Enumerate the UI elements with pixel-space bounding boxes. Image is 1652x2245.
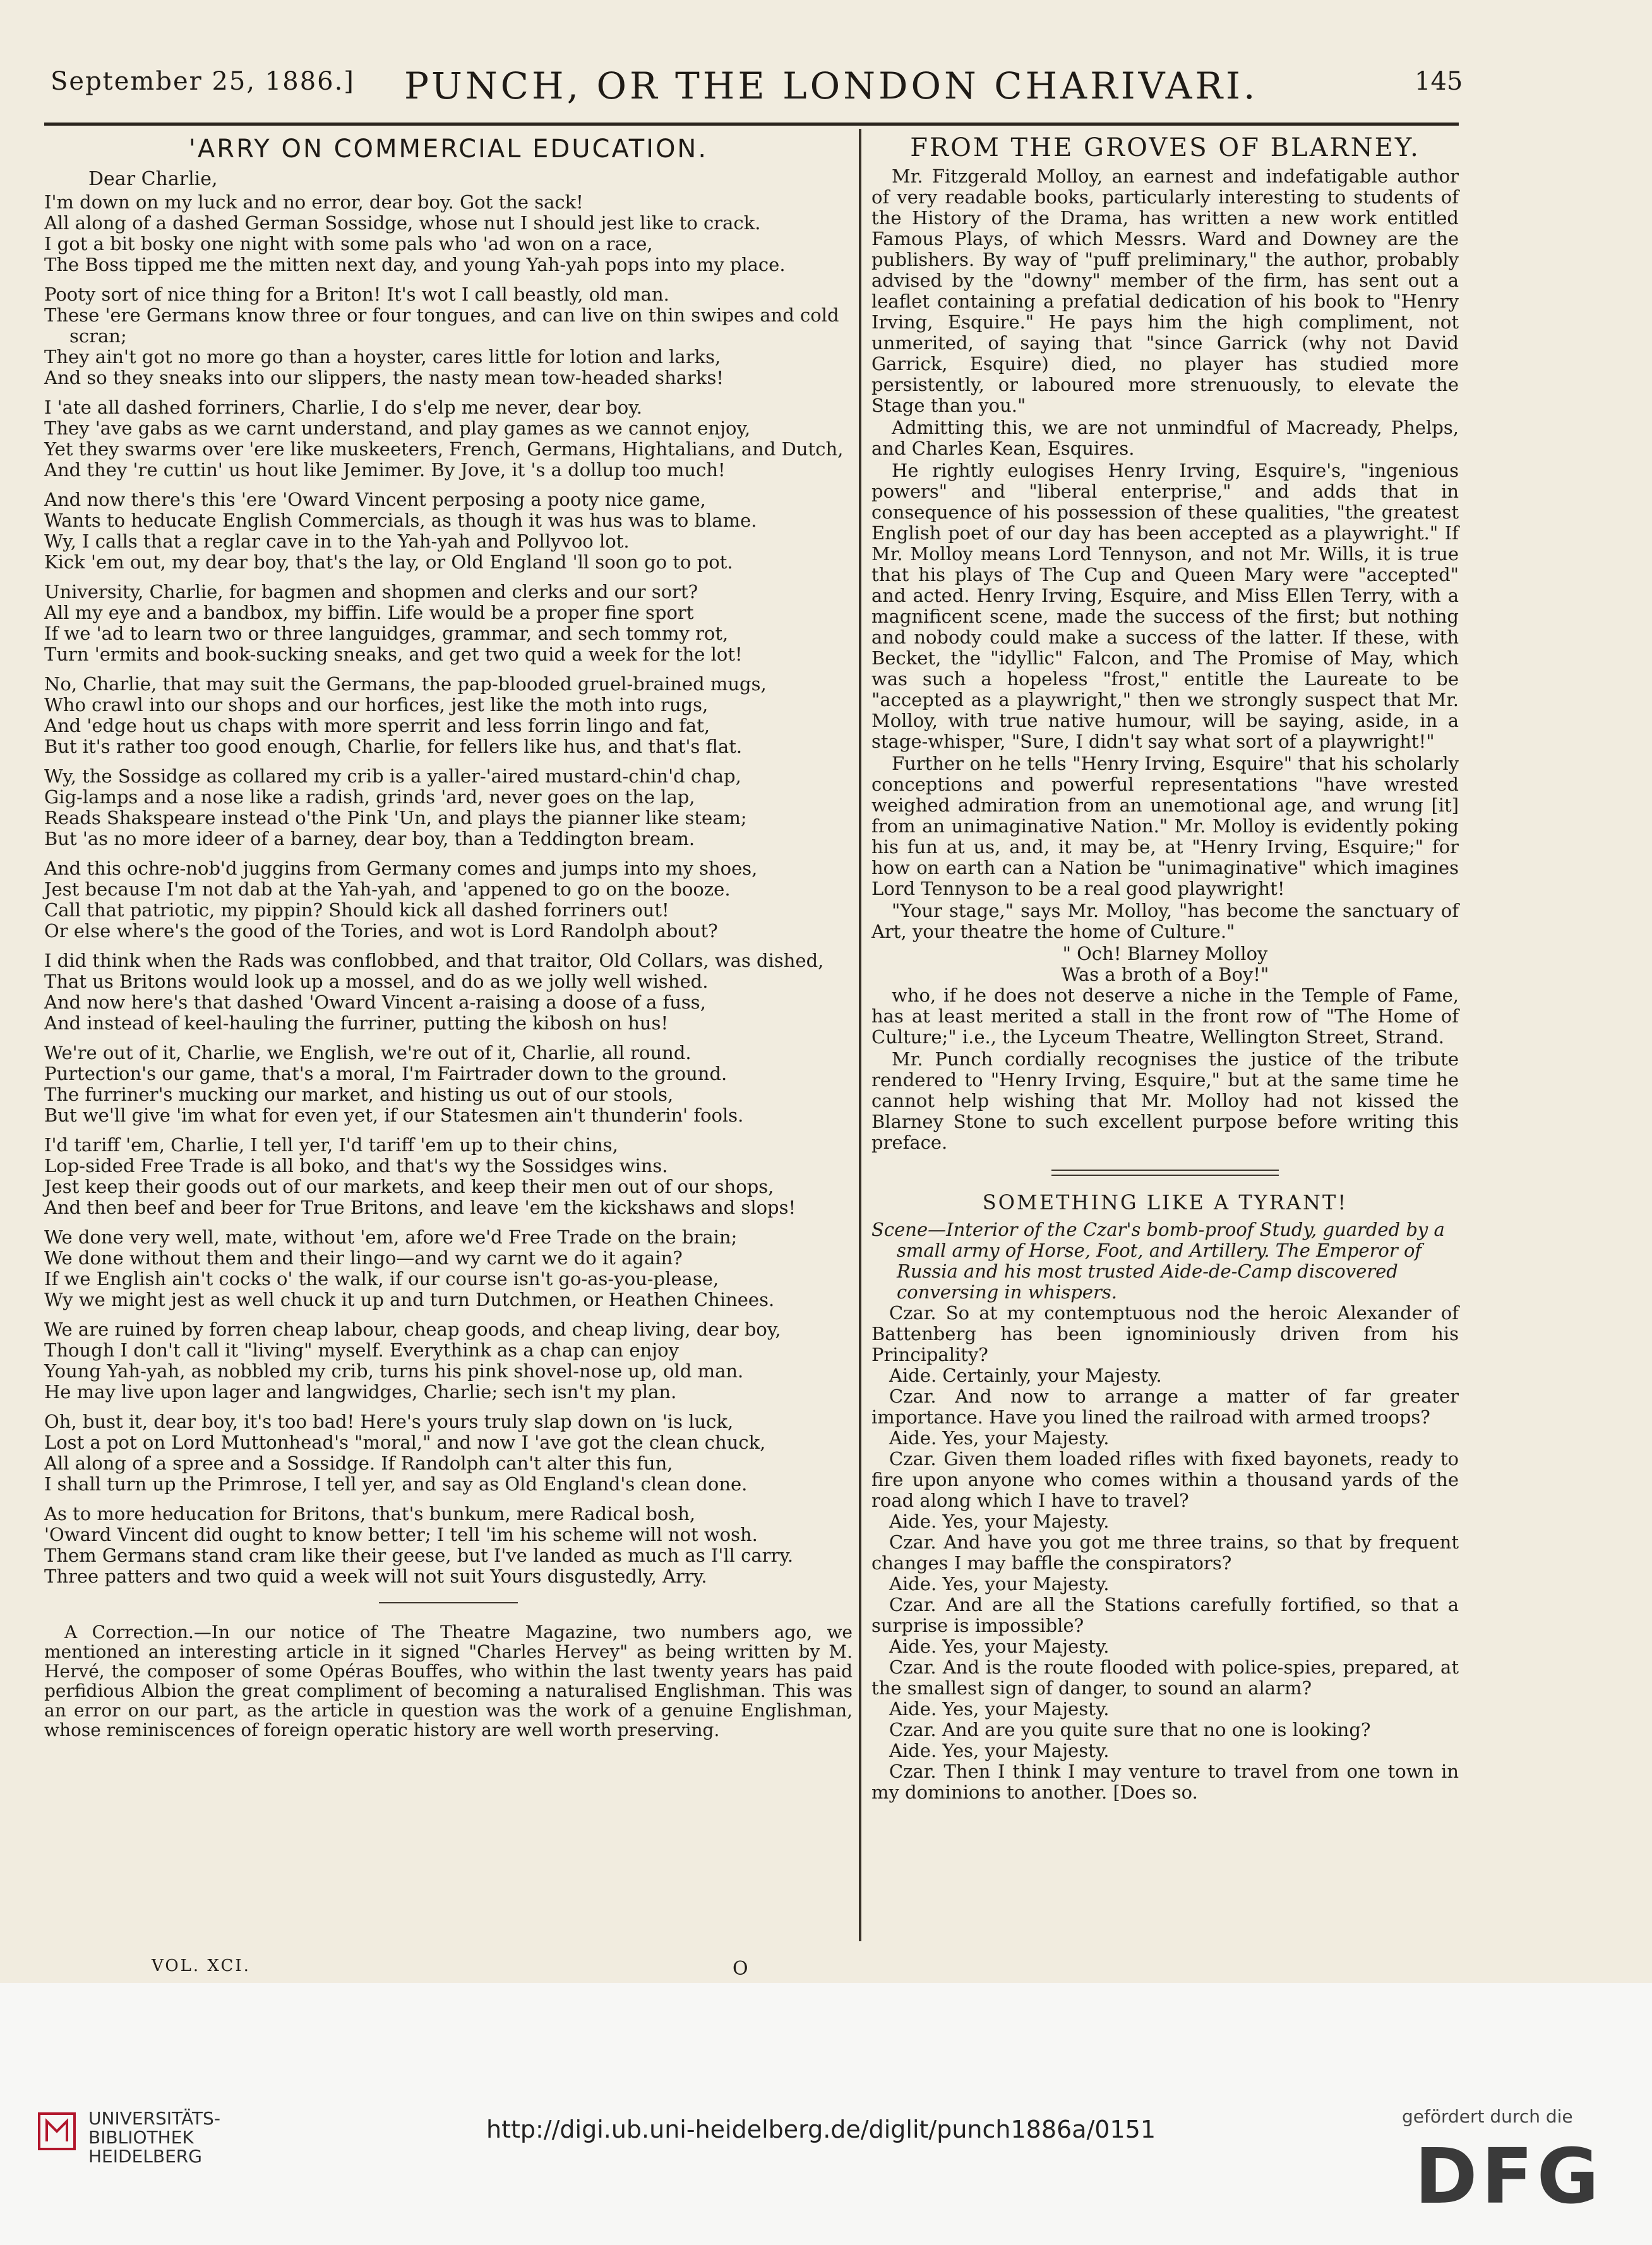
article-title-tyrant: SOMETHING LIKE A TYRANT! (982, 1190, 1348, 1214)
journal-title: PUNCH, OR THE LONDON CHARIVARI. (404, 64, 1259, 107)
poem-stanzas (44, 192, 853, 1587)
verse-line: As to more heducation for Britons, that's bunkum, mere Radical bosh, (44, 1503, 696, 1524)
verse-line: Wy we might jest as well chuck it up and turn Dutchmen, or Heathen Chinees. (44, 1289, 775, 1310)
verse-line: Young Yah-yah, as nobbled my crib, turns his pink shovel-nose up, old man. (44, 1360, 744, 1382)
verse-line: Jest keep their goods out of our markets, and keep their men out of our shops, (44, 1176, 774, 1197)
verse-line: I'm down on my luck and no error, dear boy. Got the sack! (44, 191, 584, 213)
left-column (44, 133, 853, 1740)
verse-line: I did think when the Rads was conflobbed, and that traitor, Old Collars, was dished, (44, 950, 824, 971)
verse-line: And now there's this 'ere 'Oward Vincent perposing a pooty nice game, (44, 489, 706, 510)
dialogue-line: Aide. Yes, your Majesty. (889, 1573, 1110, 1595)
blarney-verse-line-2: Was a broth of a Boy!" (1061, 964, 1269, 985)
dialogue-line: Czar. Then I think I may venture to travel from one town in my dominions to another. [Does so. (871, 1761, 1459, 1803)
stanza (44, 1411, 853, 1495)
verse-line: Wy, I calls that a reglar cave in to the Yah-yah and Pollyvoo lot. (44, 530, 630, 552)
dialogue-line: Aide. Yes, your Majesty. (889, 1740, 1110, 1761)
verse-line: I 'ate all dashed forriners, Charlie, I do s'elp me never, dear boy. (44, 397, 643, 418)
verse-line: Lop-sided Free Trade is all boko, and that's wy the Sossidges wins. (44, 1155, 668, 1176)
verse-line: These 'ere Germans know three or four tongues, and can live on thin swipes and cold scran; (44, 304, 839, 347)
dialogue-line: Aide. Yes, your Majesty. (889, 1698, 1110, 1720)
verse-line: But 'as no more ideer of a barney, dear boy, than a Teddington bream. (44, 828, 695, 849)
verse-line: No, Charlie, that may suit the Germans, the pap-blooded gruel-brained mugs, (44, 673, 767, 695)
verse-line: We done very well, mate, without 'em, afore we'd Free Trade on the brain; (44, 1226, 738, 1248)
dialogue-line: Aide. Yes, your Majesty. (889, 1636, 1110, 1657)
dialogue-line: Aide. Certainly, your Majesty. (889, 1365, 1162, 1386)
verse-line: But we'll give 'im what for even yet, if our Statesmen ain't thunderin' fools. (44, 1105, 744, 1126)
institution-line: BIBLIOTHEK (88, 2127, 194, 2148)
dialogue-line: Czar. So at my contemptuous nod the heroic Alexander of Battenberg has been ignominiously driven from his Principality? (871, 1302, 1459, 1365)
dialogue-line: Czar. Given them loaded rifles with fixed bayonets, ready to fire upon anyone who comes within a thousand yards of the road along which I have to travel? (871, 1448, 1459, 1511)
verse-line: University, Charlie, for bagmen and shopmen and clerks and our sort? (44, 581, 698, 602)
stanza (44, 489, 853, 573)
right-column (871, 133, 1459, 1803)
verse-line: We done without them and their lingo—and wy carnt we do it again? (44, 1247, 683, 1269)
verse-line: And then beef and beer for True Britons, and leave 'em the kickshaws and slops! (44, 1197, 796, 1218)
verse-line: He may live upon lager and langwidges, Charlie; sech isn't my plan. (44, 1381, 677, 1403)
verse-line: Yet they swarms over 'ere like muskeeters, French, Germans, Hightalians, and Dutch, (44, 438, 844, 460)
verse-line: Or else where's the good of the Tories, and wot is Lord Randolph about? (44, 920, 718, 942)
dialogue-line: Czar. And are you quite sure that no one is looking? (889, 1719, 1371, 1740)
verse-line: And now here's that dashed 'Oward Vincent a-raising a doose of a fuss, (44, 991, 706, 1013)
verse-line: Wants to heducate English Commercials, as though it was hus was to blame. (44, 510, 757, 531)
verse-line: If we 'ad to learn two or three languidges, grammar, and sech tommy rot, (44, 623, 729, 644)
verse-line: All my eye and a bandbox, my biffin. Life would be a proper fine sport (44, 602, 694, 623)
university-seal-icon (38, 2112, 76, 2150)
verse-line: We are ruined by forren cheap labour, cheap goods, and cheap living, dear boy, (44, 1319, 781, 1340)
verse-line: Pooty sort of nice thing for a Briton! It's wot I call beastly, old man. (44, 284, 669, 305)
verse-line: Gig-lamps and a nose like a radish, grinds 'ard, never goes on the lap, (44, 786, 695, 808)
dialogue (871, 1303, 1459, 1803)
verse-line: The Boss tipped me the mitten next day, and young Yah-yah pops into my place. (44, 254, 786, 275)
verse-line: Wy, the Sossidge as collared my crib is a yaller-'aired mustard-chin'd chap, (44, 765, 741, 787)
paragraph: who, if he does not deserve a niche in the Temple of Fame, has at least merited a stall in the front row of "The Home of Culture;" i.e., the Lyceum Theatre, Wellington Street, Strand. (871, 985, 1459, 1048)
paragraph: He rightly eulogises Henry Irving, Esquire's, "ingenious powers" and "liberal enterprise," and adds that in consequence of his possession of these qualities, "the greatest English poet of our day has been accepted as a playwright." If Mr. Molloy means Lord Tennyson, and not Mr. Wills, it is true that his plays of The Cup and Queen Mary were "accepted" and acted. Henry Irving, Esquire, and Miss Ellen Terry, with a magnificent scene, made the success of the first; but nothing and nobody could make a success of the latter. If these, with Becket, the "idyllic" Falcon, and The Promise of May, which was such a hopeless "frost," entitle the Laureate to be "accepted as a playwright," then we strongly suspect that Mr. Molloy, with true native humour, will be saying, aside, in a stage-whisper, "Sure, I didn't say what sort of a playwright!" (871, 460, 1459, 752)
verse-line: Kick 'em out, my dear boy, that's the lay, or Old England 'll soon go to pot. (44, 551, 733, 573)
verse-line: Though I don't call it "living" myself. Everythink as a chap can enjoy (44, 1339, 679, 1361)
blarney-verse-line-1: " Och! Blarney Molloy (1062, 943, 1268, 964)
article-title-blarney: FROM THE GROVES OF BLARNEY. (910, 133, 1420, 162)
verse-line: If we English ain't cocks o' the walk, if our course isn't go-as-you-please, (44, 1268, 719, 1290)
section-rule (379, 1602, 518, 1603)
funder-logo: DFG (1415, 2133, 1603, 2221)
verse-line: Oh, bust it, dear boy, it's too bad! Here's yours truly slap down on 'is luck, (44, 1411, 734, 1432)
stanza (44, 1043, 853, 1126)
scene-direction: Scene—Interior of the Czar's bomb-proof Study, guarded by a small army of Horse, Foot, and Artillery. The Emperor of Russia and his most trusted Aide-de-Camp discovered conversing in whispers. (871, 1219, 1445, 1303)
verse-line: All along of a spree and a Sossidge. If Randolph can't alter this fun, (44, 1452, 673, 1474)
funded-by-label: gefördert durch die (1402, 2106, 1573, 2127)
issue-date: September 25, 1886.] (51, 67, 355, 96)
verse-line: And they 're cuttin' us hout like Jemimer. By Jove, it 's a dollup too much! (44, 459, 726, 481)
blarney-body-continued (871, 985, 1459, 1153)
paragraph: Mr. Fitzgerald Molloy, an earnest and indefatigable author of very readable books, particularly interesting to students of the History of the Drama, has written a new work entitled Famous Plays, of which Messrs. Ward and Downey are the publishers. By way of "puff preliminary," the author, probably advised by the "downy" member of the firm, has sent out a leaflet containing a prefatial dedication of his book to "Henry Irving, Esquire." He pays him the high compliment, not unmerited, of saying that "since Garrick (why not David Garrick, Esquire) died, no player has studied more persistently, or laboured more strenuously, to elevate the Stage than you." (871, 165, 1459, 416)
permalink[interactable]: http://digi.ub.uni-heidelberg.de/diglit/punch1886a/0151 (486, 2116, 1156, 2143)
verse-line: I shall turn up the Primrose, I tell yer, and say as Old England's clean done. (44, 1473, 748, 1495)
column-divider (859, 129, 861, 1941)
institution-line: UNIVERSITÄTS- (88, 2108, 220, 2129)
paragraph: Mr. Punch cordially recognises the justice of the tribute rendered to "Henry Irving, Esquire," but at the same time he cannot help wishing that Mr. Molloy had not kissed the Blarney Stone to such excellent purpose before writing this preface. (871, 1048, 1459, 1153)
verse-line: The furriner's mucking our market, and histing us out of our stools, (44, 1084, 674, 1105)
paragraph: Admitting this, we are not unmindful of Macready, Phelps, and Charles Kean, Esquires. (871, 417, 1459, 459)
section-double-rule (1051, 1170, 1279, 1176)
stanza (44, 284, 853, 388)
verse-line: Lost a pot on Lord Muttonhead's "moral," and now I 'ave got the clean chuck, (44, 1432, 766, 1453)
dialogue-line: Czar. And have you got me three trains, so that by frequent changes I may baffle the conspirators? (871, 1531, 1459, 1574)
salutation: Dear Charlie, (88, 168, 218, 190)
verse-line: But it's rather too good enough, Charlie, for fellers like hus, and that's flat. (44, 736, 743, 757)
dialogue-line: Czar. And are all the Stations carefully fortified, so that a surprise is impossible? (871, 1594, 1459, 1636)
verse-line: Turn 'ermits and book-sucking sneaks, and get two quid a week for the lot! (44, 644, 743, 665)
verse-line: I'd tariff 'em, Charlie, I tell yer, I'd tariff 'em up to their chins, (44, 1134, 618, 1156)
stanza (44, 674, 853, 757)
verse-line: Purtection's our game, that's a moral, I'm Fairtrader down to the ground. (44, 1063, 727, 1084)
paragraph: Further on he tells "Henry Irving, Esquire" that his scholarly conceptions and powerful representations "have wrested weighed admiration from an unemotional age, and wrung [it] from an unimaginative Nation." Mr. Molloy is evidently poking his fun at us, and, it may be, at "Henry Irving, Esquire;" for how on earth can a Nation be "unimaginative" which imagines Lord Tennyson to be a real good playwright! (871, 753, 1459, 899)
page-number: 145 (1415, 67, 1463, 96)
stanza (44, 858, 853, 942)
blarney-body (871, 166, 1459, 942)
verse-line: They ain't got no more go than a hoyster, cares little for lotion and larks, (44, 346, 721, 368)
stanza (44, 1504, 853, 1587)
stanza (44, 766, 853, 849)
verse-line: Reads Shakspeare instead o'the Pink 'Un, and plays the pianner like steam; (44, 807, 747, 829)
paragraph: "Your stage," says Mr. Molloy, "has become the sanctuary of Art, your theatre the home of Culture." (871, 900, 1459, 942)
stanza (44, 1227, 853, 1310)
dialogue-line: Czar. And now to arrange a matter of far greater importance. Have you lined the railroad with armed troops? (871, 1386, 1459, 1428)
verse-line: Who crawl into our shops and our horfices, jest like the moth into rugs, (44, 694, 709, 715)
verse-line: Jest because I'm not dab at the Yah-yah, and 'appened to go on the booze. (44, 878, 731, 900)
stanza (44, 397, 853, 481)
verse-line: 'Oward Vincent did ought to know better; I tell 'im his scheme will not wosh. (44, 1524, 758, 1545)
verse-line: I got a bit bosky one night with some pals who 'ad won on a race, (44, 233, 653, 254)
dialogue-line: Aide. Yes, your Majesty. (889, 1427, 1110, 1449)
verse-line: And this ochre-nob'd juggins from Germany comes and jumps into my shoes, (44, 858, 758, 879)
verse-line: We're out of it, Charlie, we English, we're out of it, Charlie, all round. (44, 1042, 691, 1063)
verse-line: Call that patriotic, my pippin? Should kick all dashed forriners out! (44, 899, 669, 921)
verse-line: Them Germans stand cram like their geese, but I've landed as much as I'll carry. (44, 1545, 794, 1566)
dialogue-line: Aide. Yes, your Majesty. (889, 1511, 1110, 1532)
verse-line: Three patters and two quid a week will not suit Yours disgustedly, Arry. (44, 1566, 707, 1587)
header-rule (44, 123, 1459, 126)
stanza (44, 1319, 853, 1403)
verse-line: And 'edge hout us chaps with more sperrit and less forrin lingo and fat, (44, 715, 710, 736)
dialogue-line: Czar. And is the route flooded with police-spies, prepared, at the smallest sign of danger, to sound an alarm? (871, 1656, 1459, 1699)
verse-line: They 'ave gabs as we carnt understand, and play games as we cannot enjoy, (44, 417, 751, 439)
volume-label: VOL. XCI. (152, 1956, 251, 1975)
institution-name (88, 2109, 220, 2166)
verse-line: All along of a dashed German Sossidge, whose nut I should jest like to crack. (44, 212, 761, 234)
stanza (44, 1135, 853, 1218)
verse-line: That us Britons would look up a mossel, and do as we jolly well wished. (44, 971, 709, 992)
stanza (44, 582, 853, 665)
article-title-arry: 'ARRY ON COMMERCIAL EDUCATION. (188, 135, 709, 164)
stanza (44, 950, 853, 1034)
running-header (51, 58, 1463, 115)
institution-line: HEIDELBERG (88, 2146, 202, 2167)
correction-notice: A Correction.—In our notice of The Theatre Magazine, two numbers ago, we mentioned an interesting article in it signed "Charles Hervey" as being written by M. Hervé, the composer of some Opéras Bouffes, who within the last twenty years has paid perfidious Albion the great compliment of becoming a naturalised Englishman. This was an error on our part, as the article in question was the work of a genuine Englishman, whose reminiscences of foreign operatic history are well worth preserving. (44, 1622, 853, 1740)
signature-mark: O (733, 1958, 748, 1980)
verse-line: And instead of keel-hauling the furriner, putting the kibosh on hus! (44, 1012, 669, 1034)
verse-line: And so they sneaks into our slippers, the nasty mean tow-headed sharks! (44, 367, 724, 388)
stanza (44, 192, 853, 275)
